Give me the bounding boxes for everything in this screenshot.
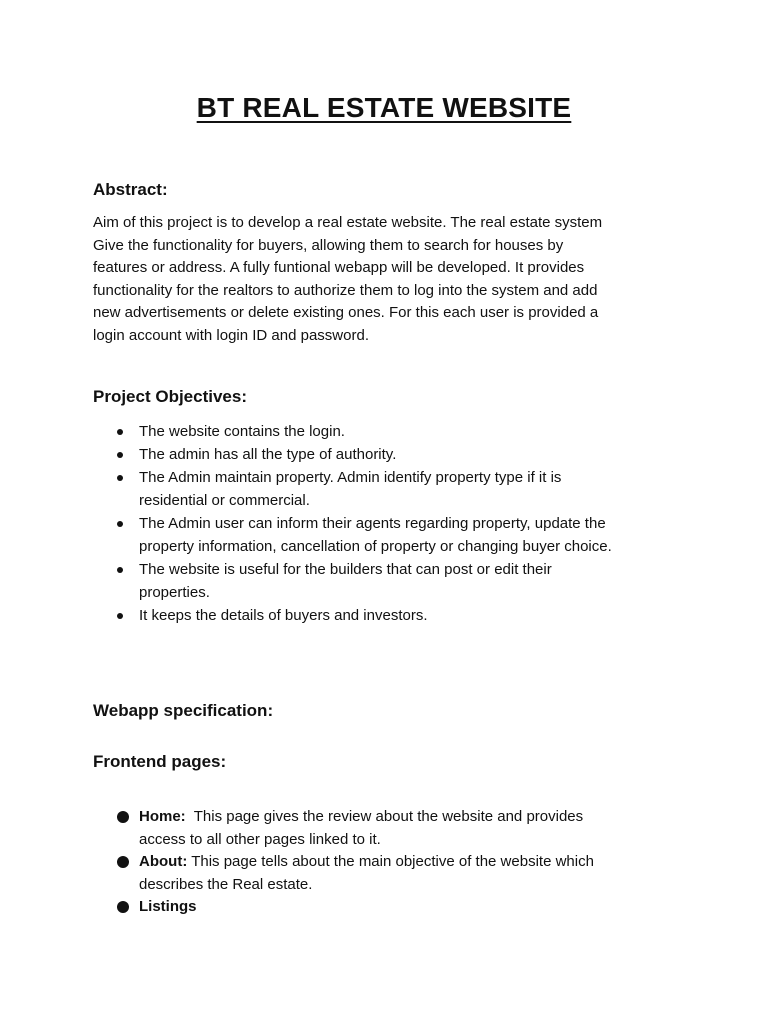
paragraph-line: Aim of this project is to develop a real estate website. The real estate system (93, 214, 603, 231)
bullet-icon (117, 452, 123, 458)
bullet-icon (117, 521, 123, 527)
item-label: Home: (139, 808, 186, 825)
abstract-heading: Abstract: (93, 180, 168, 199)
item-label: About: (139, 853, 188, 870)
list-item (0, 896, 768, 919)
document-title: BT REAL ESTATE WEBSITE (196, 92, 572, 123)
bullet-icon (117, 856, 129, 868)
paragraph-line: new advertisements or delete existing ones. For this each user is provided a (93, 304, 599, 322)
abstract-paragraph (93, 212, 683, 348)
item-label: Listings (139, 898, 197, 915)
bullet-icon (117, 901, 129, 913)
list-item: About: This page tells about the main objective of the website which describes the Real estate. (0, 851, 768, 896)
objectives-heading: Project Objectives: (93, 387, 248, 406)
list-item: The website is useful for the builders that can post or edit their properties. (0, 558, 768, 604)
paragraph-line: features or address. A fully funtional webapp will be developed. It provides (93, 259, 585, 277)
objectives-list (0, 420, 768, 627)
list-item: It keeps the details of buyers and investors. (0, 604, 768, 627)
bullet-icon (117, 429, 123, 435)
bullet-icon (117, 811, 129, 823)
list-item: The Admin user can inform their agents regarding property, update the property information, cancellation of property or changing buyer choice. (0, 512, 768, 558)
bullet-icon (117, 475, 123, 481)
list-item: The Admin maintain property. Admin identify property type if it is residential or commercial. (0, 466, 768, 512)
bullet-icon (117, 613, 123, 619)
paragraph-line: functionality for the realtors to authorize them to log into the system and add (93, 281, 598, 299)
list-item: The admin has all the type of authority. (0, 443, 768, 466)
list-item: Home: This page gives the review about the website and provides access to all other pages linked to it. (0, 806, 768, 851)
list-item: The website contains the login. (0, 420, 768, 443)
frontend-heading: Frontend pages: (93, 752, 227, 771)
webapp-heading: Webapp specification: (93, 701, 274, 720)
frontend-list (0, 806, 768, 919)
paragraph-line: Give the functionality for buyers, allowing them to search for houses by (93, 236, 564, 254)
paragraph-line: login account with login ID and password. (93, 326, 369, 344)
bullet-icon (117, 567, 123, 573)
